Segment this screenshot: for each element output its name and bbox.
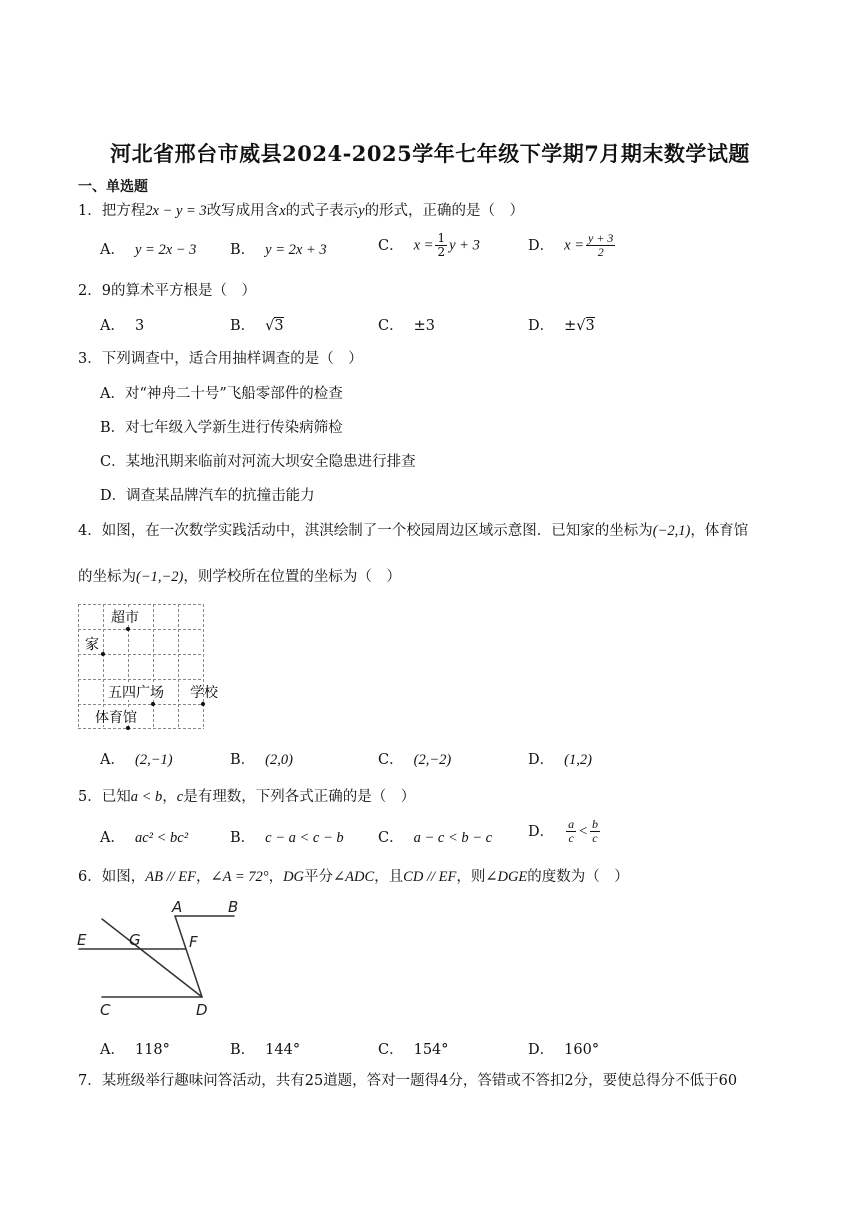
segment-dg bbox=[102, 919, 202, 997]
point-e-label: E bbox=[77, 931, 87, 949]
point-a-label: A bbox=[172, 898, 183, 916]
question-5-options bbox=[100, 817, 800, 852]
question-4-stem-line1: 4．如图，在一次数学实践活动中，淇淇绘制了一个校园周边区域示意图．已知家的坐标为(−2,1)，体育馆 bbox=[78, 523, 749, 539]
campus-map-figure bbox=[78, 602, 218, 732]
option-b: B． y = 2x + 3 bbox=[230, 242, 327, 258]
supermarket-point bbox=[126, 627, 130, 631]
question-7-stem: 7．某班级举行趣味问答活动，共有25道题，答对一题得4分，答错或不答扣2分，要使总得分不低于60 bbox=[78, 1073, 738, 1089]
question-2-options bbox=[100, 314, 800, 340]
option-c: C． a − c < b − c bbox=[378, 830, 493, 846]
point-d-label: D bbox=[196, 1001, 208, 1019]
question-1-options bbox=[100, 231, 800, 264]
geometry-figure bbox=[74, 896, 244, 1022]
question-5-stem: 5．已知a < b，c是有理数，下列各式正确的是（ ） bbox=[78, 789, 416, 805]
question-4-options bbox=[100, 748, 800, 774]
question-6-options bbox=[100, 1038, 800, 1064]
question-4-stem-line2: 的坐标为(−1,−2)，则学校所在位置的坐标为（ ） bbox=[78, 569, 401, 585]
option-a: A． y = 2x − 3 bbox=[100, 242, 197, 258]
point-b-label: B bbox=[228, 898, 239, 916]
option-b: B． (2,0) bbox=[230, 752, 293, 768]
square-point bbox=[151, 702, 155, 706]
question-2-stem: 2．9的算术平方根是（ ） bbox=[78, 283, 256, 299]
option-d: D． ±√3 bbox=[528, 318, 595, 334]
option-c: C． ±3 bbox=[378, 318, 435, 334]
option-a: A．对“神舟二十号”飞船零部件的检查 bbox=[100, 386, 343, 402]
point-g-label: G bbox=[129, 931, 141, 949]
option-a: A． 3 bbox=[100, 318, 145, 334]
label-gym: 体育馆 bbox=[95, 710, 137, 726]
home-point bbox=[101, 652, 105, 656]
option-a: A． (2,−1) bbox=[100, 752, 173, 768]
label-school: 学校 bbox=[190, 685, 218, 701]
option-c: C． x = $\frac{1}{2}$ y + 3 bbox=[378, 231, 480, 259]
question-1-stem: 1．把方程2x − y = 3改写成用含x的式子表示y的形式，正确的是（ ） bbox=[78, 203, 525, 219]
option-b: B． c − a < c − b bbox=[230, 830, 344, 846]
question-3-stem: 3．下列调查中，适合用抽样调查的是（ ） bbox=[78, 351, 363, 367]
label-square: 五四广场 bbox=[108, 685, 164, 701]
option-a: A． 118° bbox=[100, 1042, 170, 1058]
option-c: C． (2,−2) bbox=[378, 752, 452, 768]
option-c: C． 154° bbox=[378, 1042, 449, 1058]
option-b: B． 144° bbox=[230, 1042, 301, 1058]
option-d: D． (1,2) bbox=[528, 752, 592, 768]
page-title: 河北省邢台市威县2024-2025学年七年级下学期7月期末数学试题 bbox=[110, 141, 750, 166]
option-a: A． ac² < bc² bbox=[100, 830, 189, 846]
point-f-label: F bbox=[189, 933, 198, 951]
school-point bbox=[201, 702, 205, 706]
label-supermarket: 超市 bbox=[111, 610, 139, 626]
section-heading: 一、单选题 bbox=[78, 179, 148, 195]
segment-ad bbox=[175, 916, 202, 997]
option-d: D． $\frac{a}{c}$ < $\frac{b}{c}$ bbox=[528, 817, 598, 845]
option-d: D． x = $\frac{y + 3}{2}$ bbox=[528, 231, 614, 259]
question-6-stem: 6．如图，AB // EF，∠A = 72°，DG平分∠ADC，且CD // EF，则∠DGE的度数为（ ） bbox=[78, 869, 629, 885]
label-home: 家 bbox=[85, 637, 99, 653]
option-d: D． 160° bbox=[528, 1042, 600, 1058]
option-d: D．调查某品牌汽车的抗撞击能力 bbox=[100, 488, 315, 504]
option-c: C．某地汛期来临前对河流大坝安全隐患进行排查 bbox=[100, 454, 416, 470]
point-c-label: C bbox=[100, 1001, 111, 1019]
option-b: B．对七年级入学新生进行传染病筛检 bbox=[100, 420, 343, 436]
option-b: B． √3 bbox=[230, 318, 284, 334]
gym-point bbox=[126, 726, 130, 730]
